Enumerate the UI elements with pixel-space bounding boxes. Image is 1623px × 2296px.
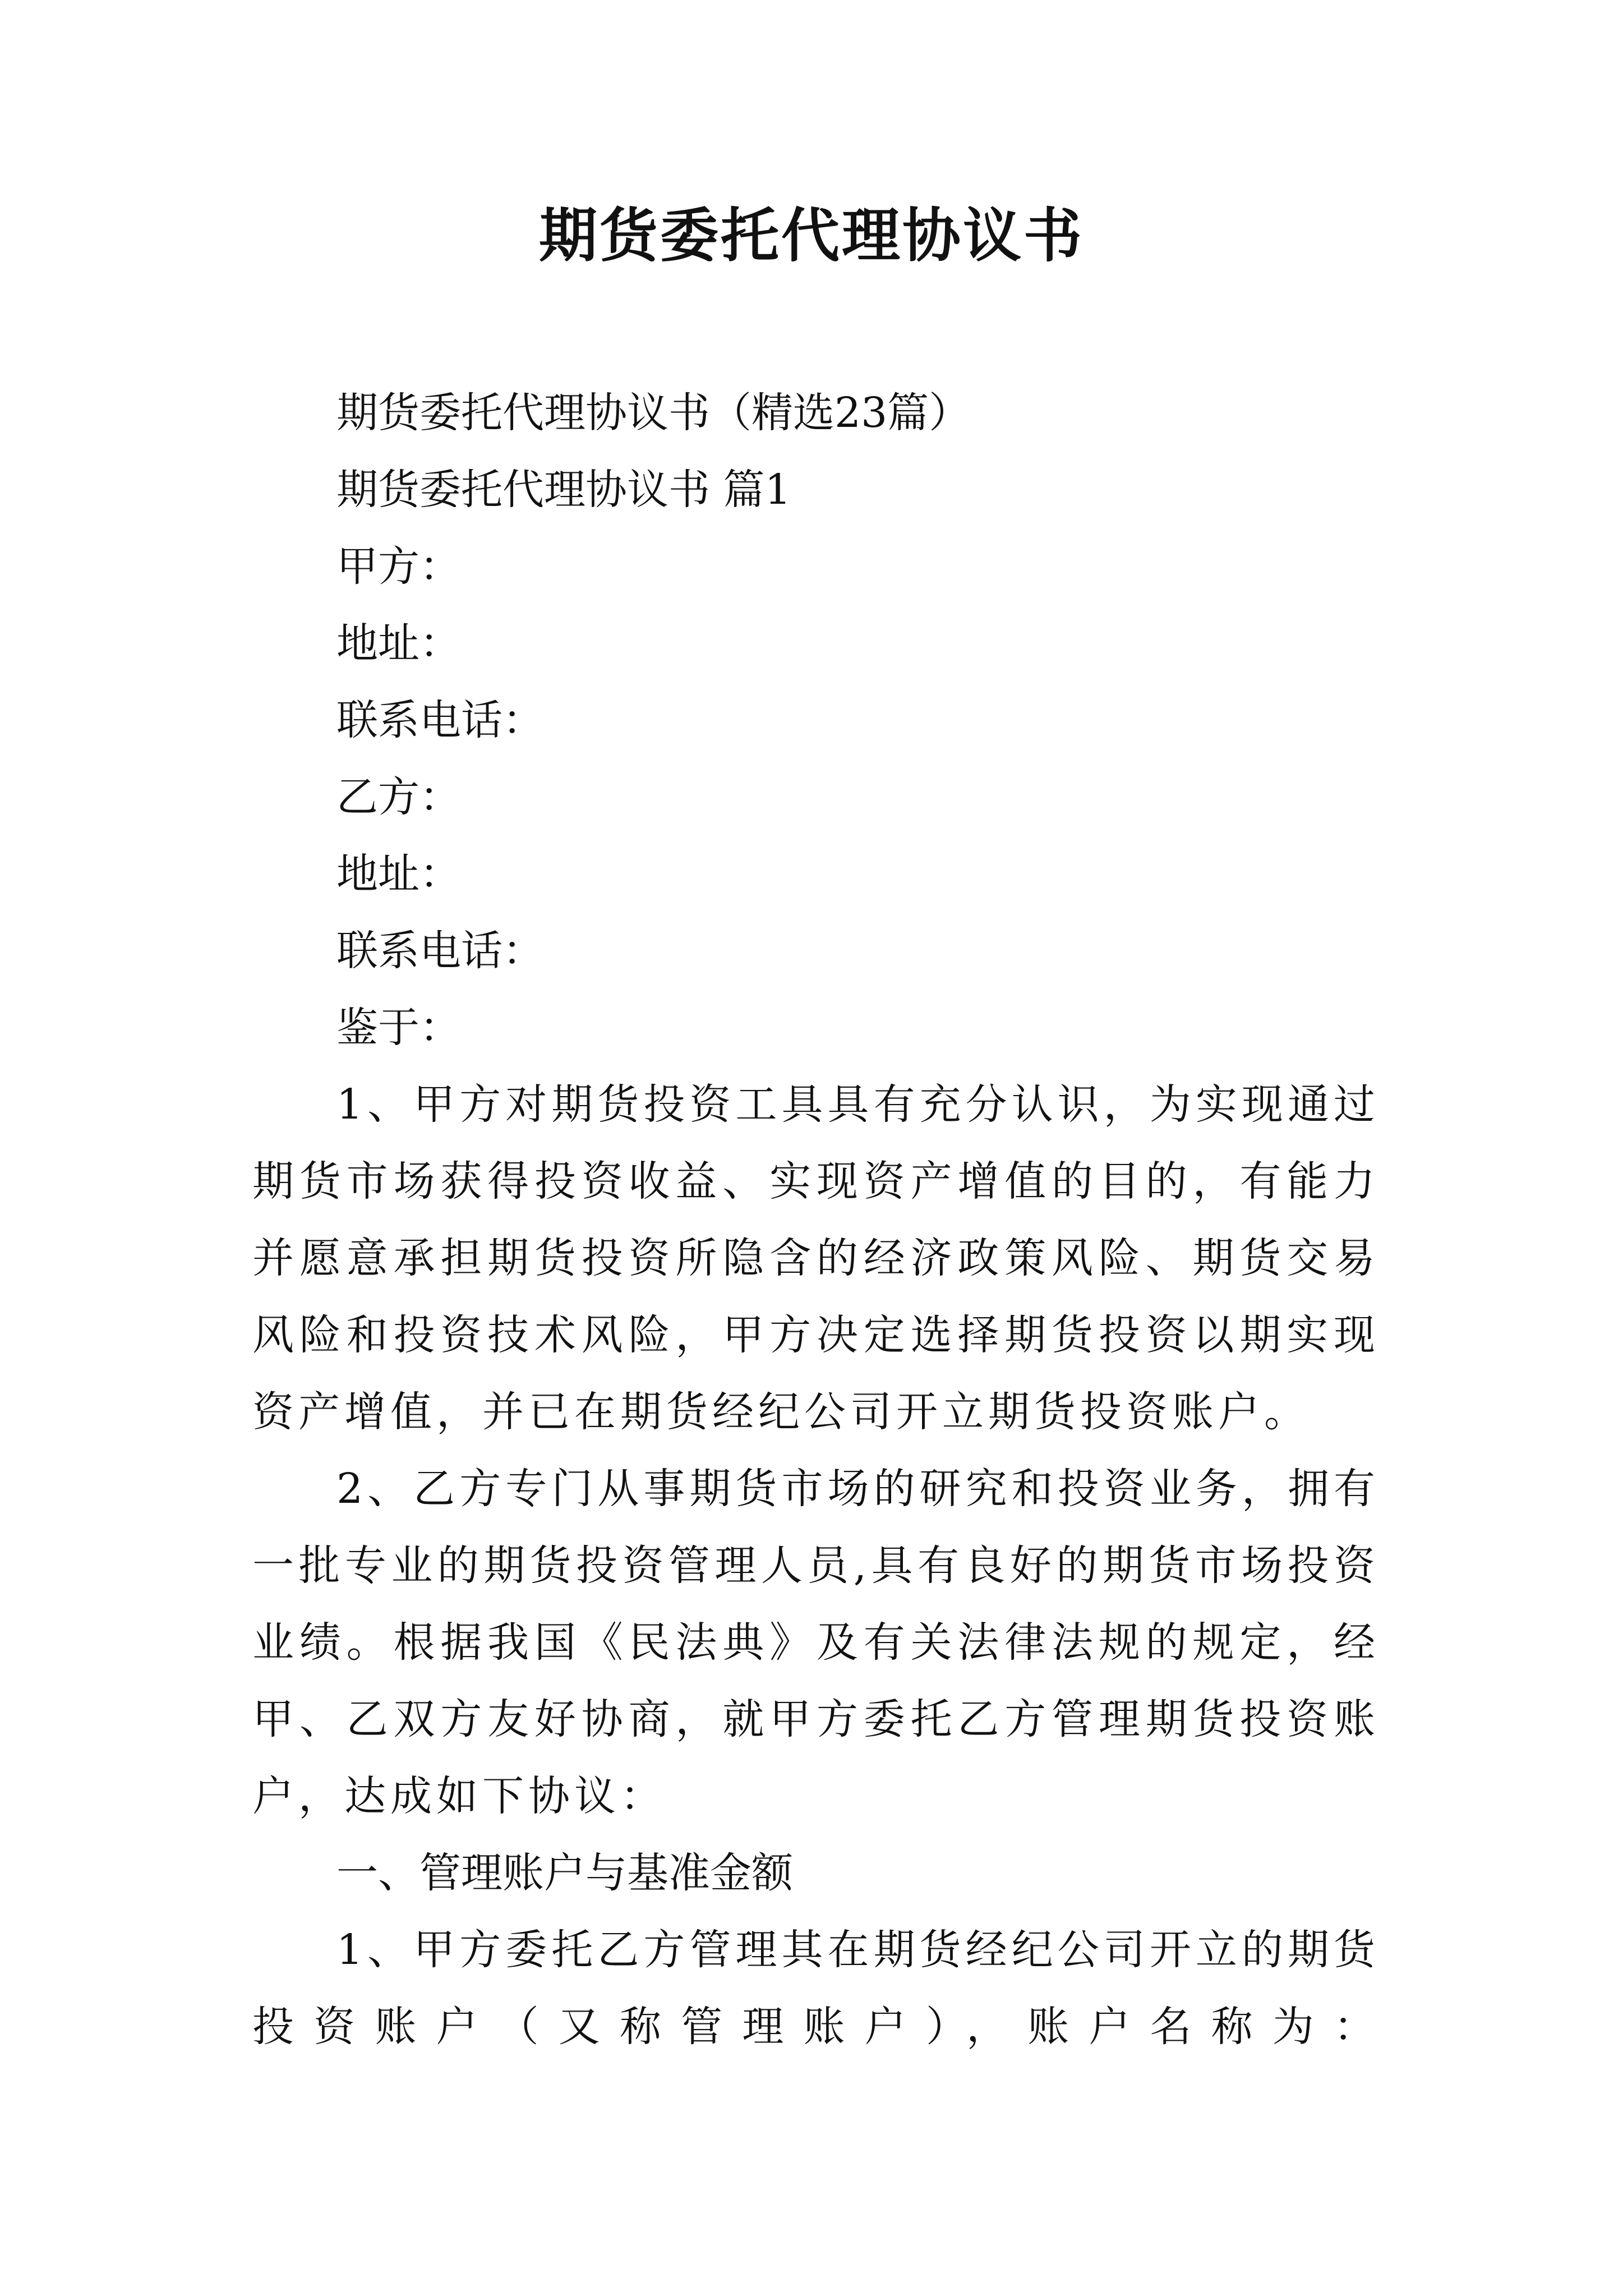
party-b-address: 地址： [336, 850, 461, 898]
party-b-label: 乙方： [336, 773, 461, 821]
document-subtitle: 期货委托代理协议书（精选23篇） [336, 389, 971, 437]
section-heading: 期货委托代理协议书 篇1 [336, 466, 791, 514]
whereas-paragraph-1: 1、甲方对期货投资工具具有充分认识，为实现通过期货市场获得投资收益、实现资产增值的目的，有能力并愿意承担期货投资所隐含的经济政策风险、期货交易风险和投资技术风险，甲方决定选择期货投资以期实现资产增值，并已在期货经纪公司开立期货投资账户。 [252, 1080, 1380, 1436]
document-title: 期货委托代理协议书 [538, 201, 1084, 270]
party-a-label: 甲方： [336, 542, 461, 591]
party-a-phone: 联系电话： [336, 696, 544, 744]
document-body [252, 375, 1380, 2065]
party-a-address: 地址： [336, 619, 461, 668]
article-1-heading: 一、管理账户与基准金额 [336, 1849, 793, 1897]
article-1-clause-1: 1、甲方委托乙方管理其在期货经纪公司开立的期货投资账户（又称管理账户），账户名称为： [252, 1926, 1380, 2051]
party-b-phone: 联系电话： [336, 927, 544, 975]
whereas-paragraph-2: 2、乙方专门从事期货市场的研究和投资业务，拥有一批专业的期货投资管理人员,具有良好的期货市场投资业绩。根据我国《民法典》及有关法律法规的规定，经甲、乙双方友好协商，就甲方委托乙方管理期货投资账户，达成如下协议： [252, 1465, 1380, 1820]
whereas-label: 鉴于： [336, 1004, 461, 1052]
